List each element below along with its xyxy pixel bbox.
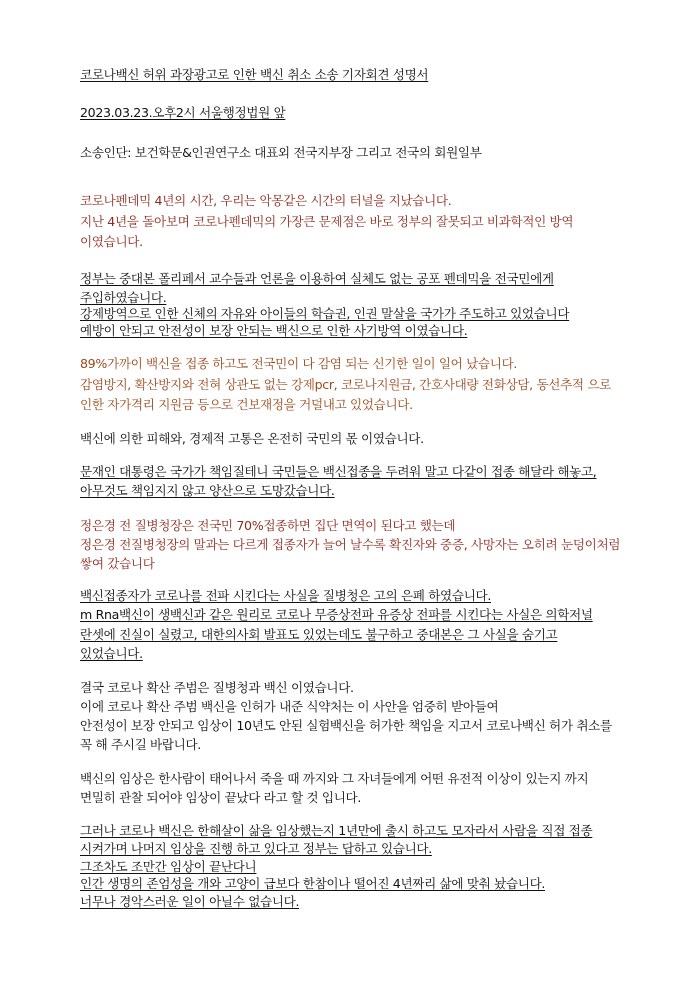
document-title: 코로나백신 허위 과장광고로 인한 백신 취소 소송 기자회견 성명서 <box>80 67 429 82</box>
p10-line-4: 인간 생명의 존엄성을 개와 고양이 급보다 한참이나 떨어진 4년짜리 삶에 맞춰 놨습니다. <box>80 876 546 891</box>
p3-line-2: 감염방지, 확산방지와 전혀 상관도 없는 강제pcr, 코로나지원금, 간호사대량 전화상담, 동선추적 으로 <box>80 377 611 392</box>
p5-line-2: 아무것도 책임지지 않고 양산으로 도망갔습니다. <box>80 483 335 498</box>
p2-line-3: 강제방역으로 인한 신체의 자유와 아이들의 학습권, 인권 말살을 국가가 주도하고 있었습니다 <box>80 306 570 321</box>
p9-line-1: 백신의 임상은 한사람이 태어나서 죽을 때 까지와 그 자녀들에게 어떤 유전적 이상이 있는지 까지 <box>80 771 589 786</box>
p3-line-3: 인한 자가격리 지원금 등으로 건보재정을 거덜내고 있었습니다. <box>80 397 413 412</box>
p4-line-1: 백신에 의한 피해와, 경제적 고통은 온전히 국민의 몫 이였습니다. <box>80 431 424 446</box>
p1-line-1: 코로나펜데믹 4년의 시간, 우리는 악몽같은 시간의 터널을 지났습니다. <box>80 193 452 208</box>
p8-line-3: 안전성이 보장 안되고 임상이 10년도 안된 실험백신을 허가한 책임을 지고서 코로나백신 허가 취소를 <box>80 718 612 733</box>
p6-line-3: 쌓여 갔습니다 <box>80 556 155 571</box>
p7-line-3: 란셋에 진실이 실렸고, 대한의사회 발표도 있었는데도 불구하고 중대본은 그 사실을 숨기고 <box>80 627 558 642</box>
p7-line-2: m Rna백신이 생백신과 같은 원리로 코로나 무증상전파 유증상 전파를 시킨다는 사실은 의학저널 <box>80 607 593 622</box>
p8-line-1: 결국 코로나 확산 주범은 질병청과 백신 이였습니다. <box>80 680 354 695</box>
p7-line-1: 백신접종자가 코로나를 전파 시킨다는 사실을 질병청은 고의 은폐 하였습니다. <box>80 588 491 603</box>
p6-line-2: 정은경 전질병청장의 말과는 다르게 접종자가 늘어 날수록 확진자와 중증, 사망자는 오히려 눈덩이처럼 <box>80 537 621 552</box>
p6-line-1: 정은경 전 질병청장은 전국민 70%접종하면 집단 면역이 된다고 했는데 <box>80 518 456 533</box>
p1-line-2: 지난 4년을 돌아보며 코로나펜데믹의 가장큰 문제점은 바로 정부의 잘못되고 비과학적인 방역 <box>80 214 574 229</box>
p2-line-1: 정부는 중대본 폴리페서 교수들과 언론을 이용하여 실체도 없는 공포 펜데믹을 전국민에게 <box>80 271 554 286</box>
p9-line-2: 면밀히 관찰 되어야 임상이 끝났다 라고 할 것 입니다. <box>80 790 362 805</box>
p7-line-4: 있었습니다. <box>80 646 143 661</box>
p10-line-5: 너무나 경악스러운 일이 아닐수 없습니다. <box>80 894 300 909</box>
p10-line-2: 시켜가며 나머지 임상을 진행 하고 있다고 정부는 답하고 있습니다. <box>80 841 432 856</box>
p3-line-1: 89%가까이 백신을 접종 하고도 전국민이 다 감염 되는 신기한 일이 일어 났습니다. <box>80 356 518 371</box>
p2-line-2: 주입하였습니다. <box>80 290 167 305</box>
p8-line-2: 이에 코로나 확산 주범 백신을 인허가 내준 식약처는 이 사안을 엄중히 받아들여 <box>80 699 499 714</box>
document-datetime: 2023.03.23.오후2시 서울행정법원 앞 <box>80 105 286 120</box>
p1-line-3: 이였습니다. <box>80 234 143 249</box>
document-plaintiffs: 소송인단: 보건학문&인권연구소 대표외 전국지부장 그리고 전국의 회원일부 <box>80 145 482 160</box>
p10-line-1: 그러나 코로나 백신은 한해살이 삶을 임상했는지 1년만에 출시 하고도 모자라서 사람을 직접 접종 <box>80 823 593 838</box>
p2-line-4: 예방이 안되고 안전성이 보장 안되는 백신으로 인한 사기방역 이였습니다. <box>80 323 468 338</box>
p10-line-3: 그조차도 조만간 임상이 끝난다니 <box>80 859 257 874</box>
p5-line-1: 문재인 대통령은 국가가 책임질테니 국민들은 백신접종을 두려워 말고 다같이 접종 해달라 해놓고, <box>80 464 597 479</box>
p8-line-4: 꼭 해 주시길 바랍니다. <box>80 737 201 752</box>
